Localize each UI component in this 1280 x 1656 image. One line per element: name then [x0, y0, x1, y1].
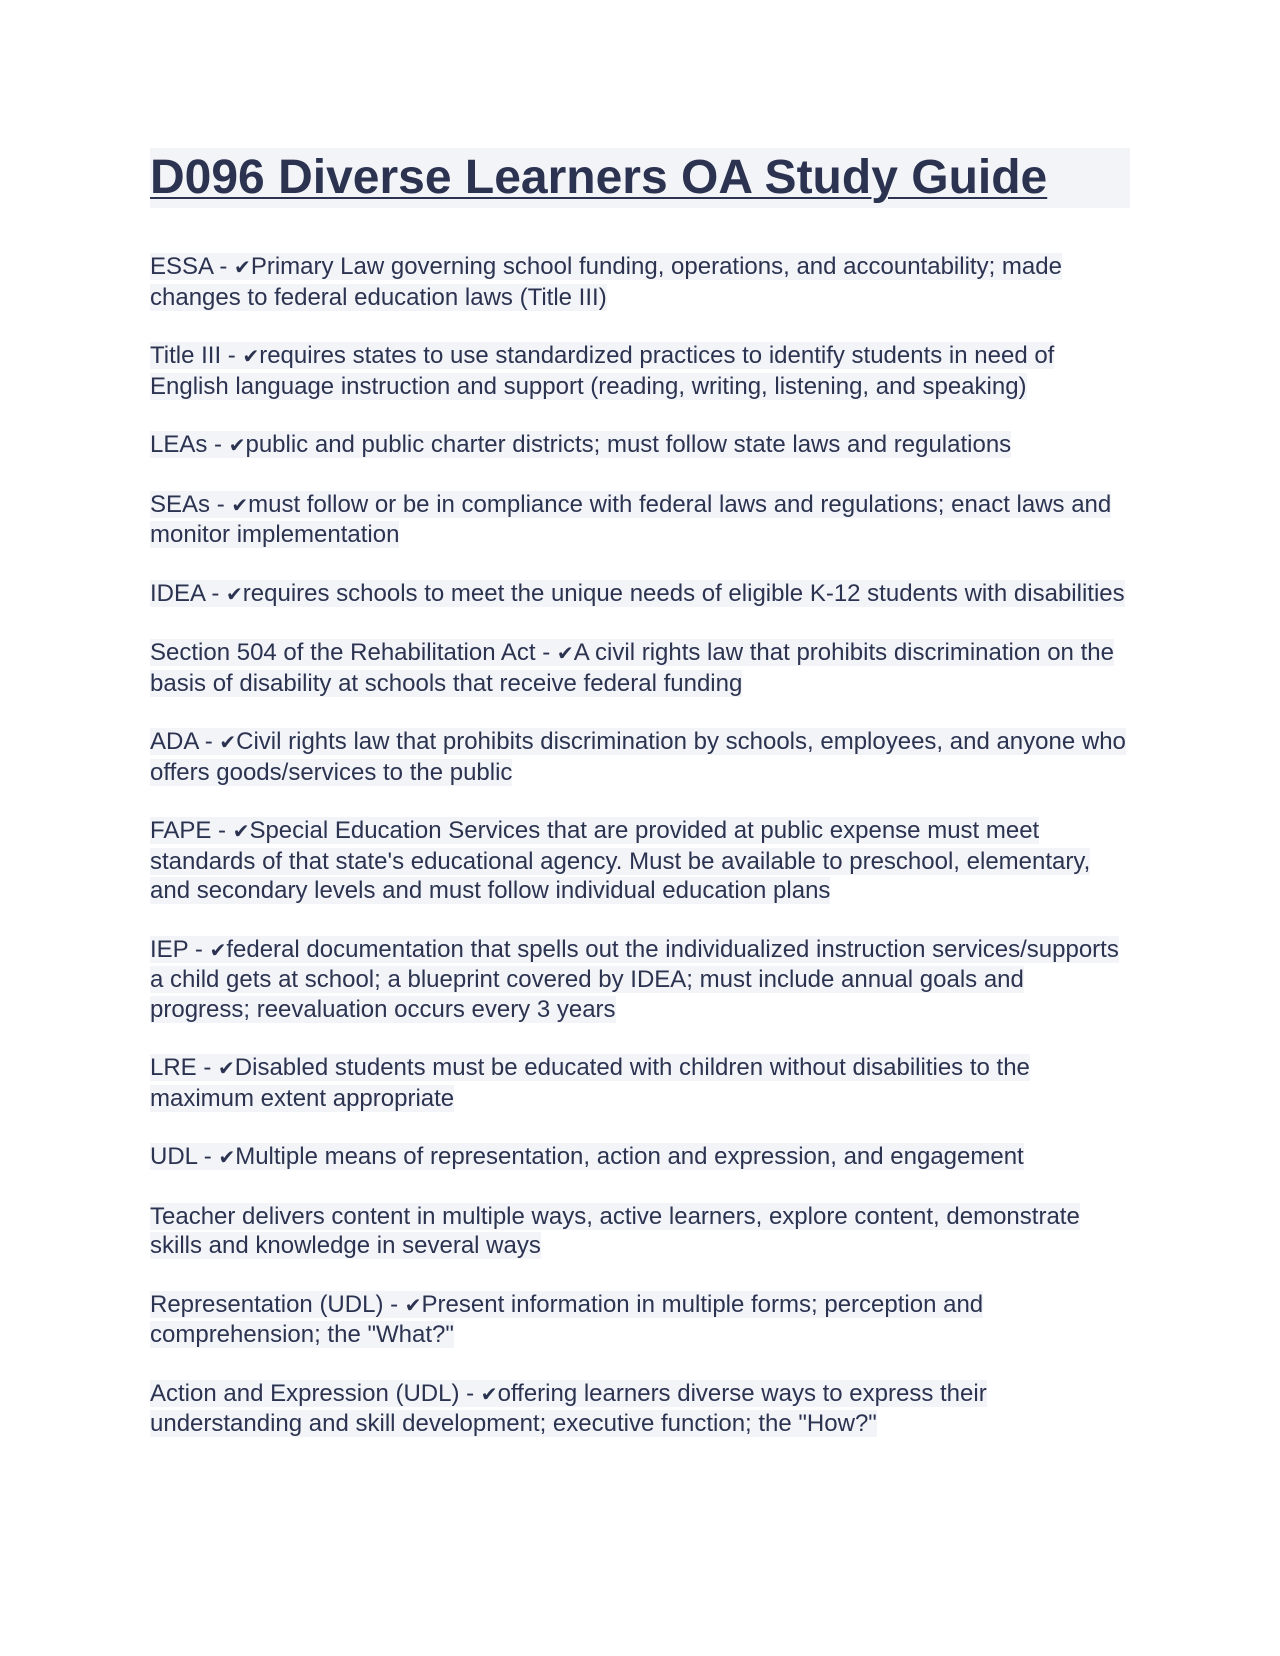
entry-term: FAPE -	[150, 817, 233, 844]
checkmark-icon: ✔	[218, 1056, 235, 1080]
title-block	[150, 148, 1130, 208]
study-entry	[150, 1290, 1130, 1350]
checkmark-icon: ✔	[480, 1381, 498, 1406]
entry-term: Title III -	[150, 342, 243, 369]
study-entries	[150, 252, 1130, 1439]
entry-term: Action and Expression (UDL) -	[150, 1379, 481, 1407]
entry-term: Representation (UDL) -	[150, 1290, 405, 1318]
entry-term: LEAs -	[150, 431, 229, 458]
study-entry	[150, 1053, 1130, 1113]
entry-term: IDEA -	[150, 579, 227, 607]
checkmark-icon: ✔	[226, 581, 243, 606]
study-entry	[150, 341, 1130, 401]
checkmark-icon: ✔	[234, 255, 251, 279]
checkmark-icon: ✔	[209, 937, 227, 962]
study-entry	[150, 430, 1130, 461]
entry-definition: must follow or be in compliance with federal laws and regulations; enact laws and monitor implementation	[150, 490, 1112, 548]
study-entry	[150, 935, 1130, 1025]
study-entry	[150, 252, 1130, 312]
entry-definition: Multiple means of representation, action and expression, and engagement	[235, 1143, 1024, 1170]
entry-term: Section 504 of the Rehabilitation Act -	[150, 639, 557, 666]
study-entry-plain	[150, 1202, 1130, 1261]
entry-definition: Primary Law governing school funding, operations, and accountability; made changes to federal education laws (Title III)	[150, 253, 1062, 311]
entry-definition: public and public charter districts; must follow state laws and regulations	[245, 431, 1012, 458]
study-entry	[150, 1379, 1130, 1439]
entry-definition: A civil rights law that prohibits discrimination on the basis of disability at schools that receive federal funding	[150, 639, 1114, 697]
checkmark-icon: ✔	[232, 819, 250, 843]
checkmark-icon: ✔	[218, 1145, 236, 1169]
checkmark-icon: ✔	[231, 492, 249, 517]
checkmark-icon: ✔	[228, 433, 246, 457]
checkmark-icon: ✔	[404, 1292, 422, 1317]
entry-term: ADA -	[150, 728, 220, 755]
document-page	[150, 148, 1130, 1468]
entry-term: UDL -	[150, 1143, 219, 1170]
entry-definition: Present information in multiple forms; perception and comprehension; the "What?"	[150, 1290, 984, 1348]
checkmark-icon: ✔	[219, 730, 237, 754]
entry-term: IEP -	[150, 935, 210, 963]
entry-term: ESSA -	[150, 253, 235, 280]
study-entry	[150, 727, 1130, 787]
entry-plain-text: Teacher delivers content in multiple ways, active learners, explore content, demonstrate skills and knowledge in several ways	[150, 1202, 1080, 1259]
entry-term: SEAs -	[150, 490, 232, 518]
checkmark-icon: ✔	[242, 344, 260, 368]
study-entry	[150, 638, 1130, 698]
entry-definition: requires schools to meet the unique needs of eligible K-12 students with disabilities	[242, 579, 1125, 607]
study-entry	[150, 1142, 1130, 1173]
study-entry	[150, 816, 1130, 906]
entry-definition: offering learners diverse ways to express their understanding and skill development; executive function; the "How?"	[150, 1379, 987, 1437]
entry-definition: Special Education Services that are provided at public expense must meet standards of that state's educational agency. Must be available to preschool, elementary, and secondary levels and must follow individual education plans	[150, 817, 1091, 904]
study-entry	[150, 490, 1130, 550]
document-title: D096 Diverse Learners OA Study Guide	[150, 151, 1048, 204]
entry-definition: Disabled students must be educated with children without disabilities to the maximum extent appropriate	[150, 1054, 1030, 1112]
entry-definition: federal documentation that spells out the individualized instruction services/supports a child gets at school; a blueprint covered by IDEA; must include annual goals and progress; reevaluation occurs every 3 years	[150, 935, 1119, 1023]
entry-definition: requires states to use standardized practices to identify students in need of English language instruction and support (reading, writing, listening, and speaking)	[150, 342, 1055, 400]
entry-term: LRE -	[150, 1054, 219, 1081]
study-entry	[150, 579, 1130, 610]
checkmark-icon: ✔	[556, 641, 574, 665]
entry-definition: Civil rights law that prohibits discrimination by schools, employees, and anyone who offers goods/services to the public	[150, 728, 1126, 786]
